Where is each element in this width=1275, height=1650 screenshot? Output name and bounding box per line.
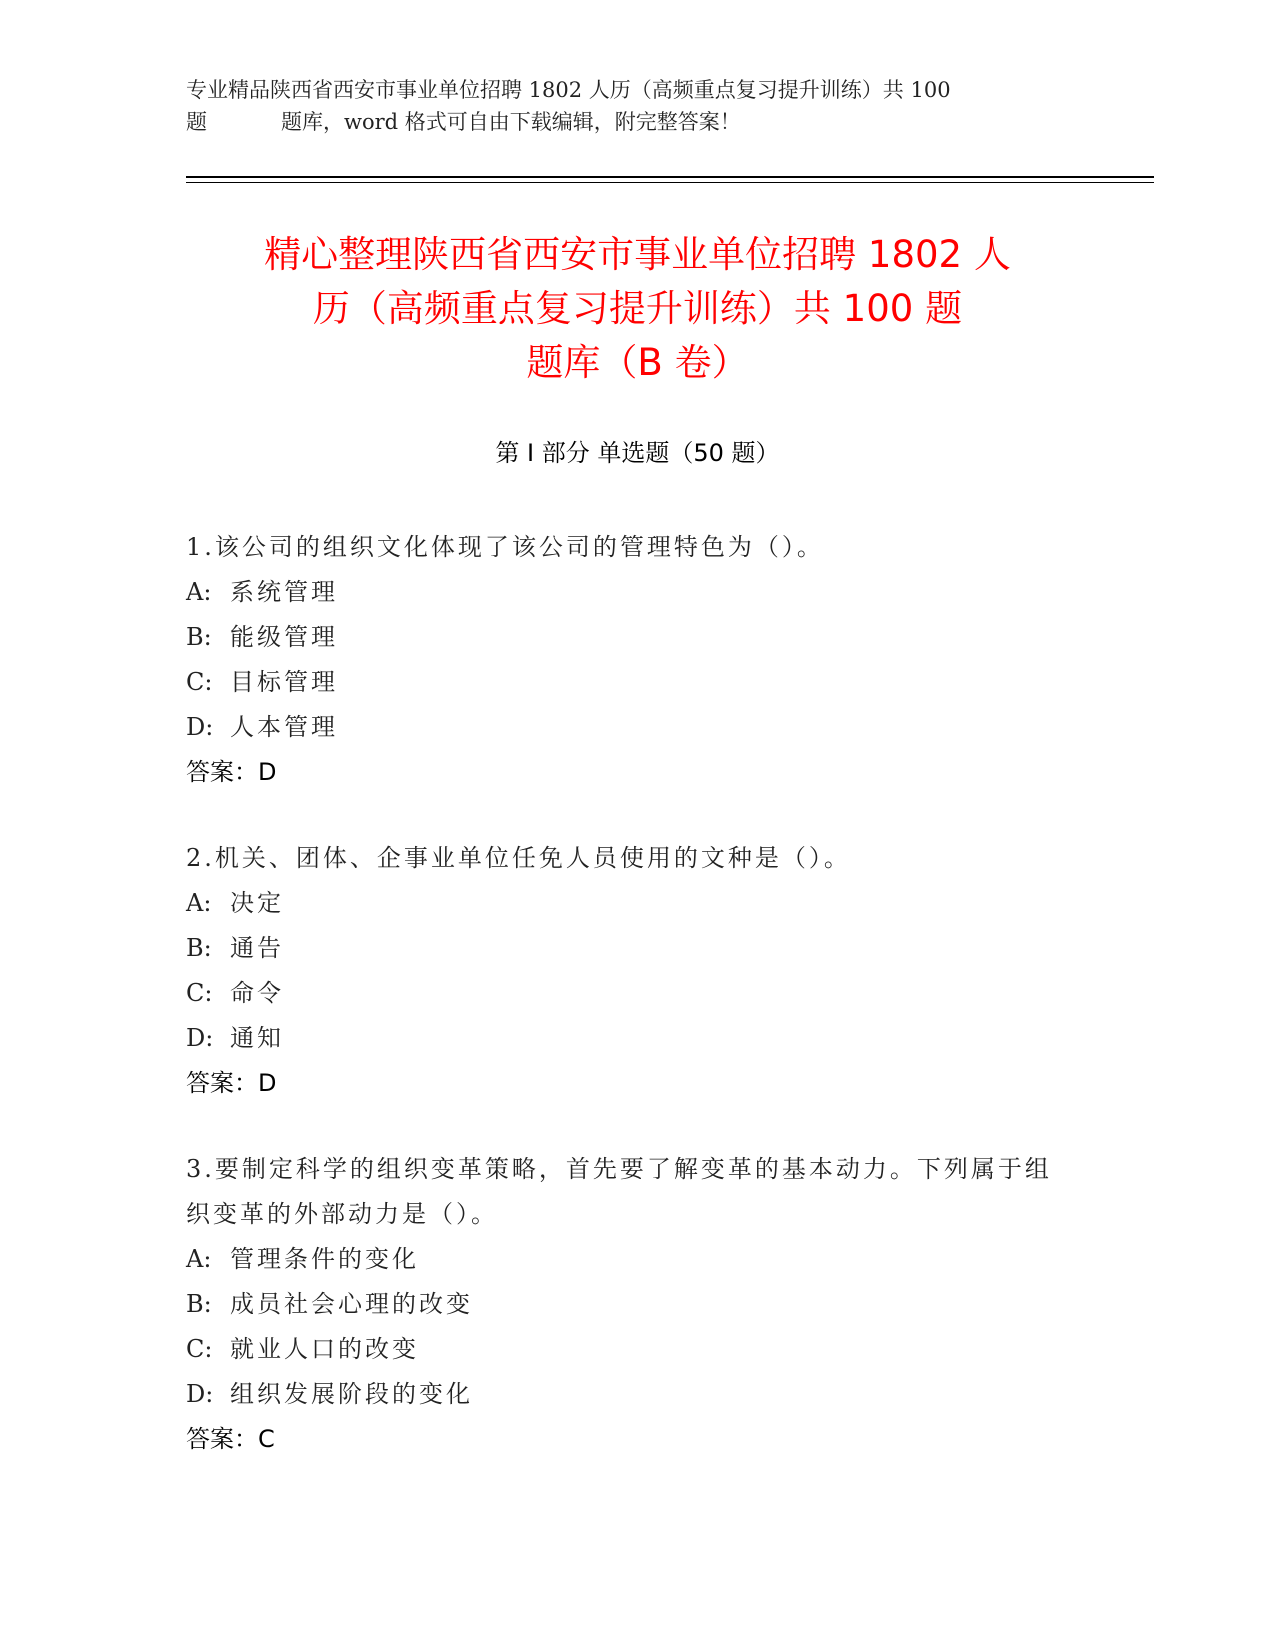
option-key: B:	[186, 623, 212, 651]
option-a	[186, 881, 1066, 926]
option-text: 成员社会心理的改变	[230, 1290, 473, 1318]
option-text: 目标管理	[230, 668, 338, 696]
option-key: A:	[186, 578, 212, 606]
option-d	[186, 705, 1066, 750]
option-key: D:	[186, 1024, 214, 1052]
option-key: C:	[186, 668, 213, 696]
option-text: 通告	[230, 934, 284, 962]
option-a	[186, 1237, 1066, 1282]
question-item	[186, 836, 1066, 1106]
title-line-3: 题库（B 卷）	[526, 341, 749, 384]
document-title	[140, 228, 1135, 390]
option-text: 组织发展阶段的变化	[230, 1380, 473, 1408]
option-key: C:	[186, 979, 213, 1007]
option-key: D:	[186, 1380, 214, 1408]
option-a	[186, 570, 1066, 615]
option-key: D:	[186, 713, 214, 741]
option-d	[186, 1372, 1066, 1417]
option-text: 命令	[230, 979, 284, 1007]
option-key: A:	[186, 1245, 212, 1273]
answer-line: 答案：C	[186, 1425, 275, 1453]
option-text: 能级管理	[230, 623, 338, 651]
option-text: 系统管理	[230, 578, 338, 606]
option-key: A:	[186, 889, 212, 917]
question-text: 3.要制定科学的组织变革策略，首先要了解变革的基本动力。下列属于组织变革的外部动力是（）。	[186, 1155, 1052, 1228]
section-title: 第 I 部分 单选题（50 题）	[495, 439, 780, 467]
question-item	[186, 525, 1066, 795]
question-list	[186, 525, 1066, 1503]
question-text: 2.机关、团体、企事业单位任免人员使用的文种是（）。	[186, 844, 851, 872]
title-line-2: 历（高频重点复习提升训练）共 100 题	[312, 287, 963, 330]
option-key: B:	[186, 1290, 212, 1318]
option-c	[186, 660, 1066, 705]
option-text: 通知	[230, 1024, 284, 1052]
answer-line: 答案：D	[186, 1069, 277, 1097]
option-c	[186, 971, 1066, 1016]
header-line-2-right: 题库，word 格式可自由下载编辑，附完整答案！	[281, 110, 741, 134]
option-b	[186, 615, 1066, 660]
page-header	[186, 74, 1076, 138]
option-b	[186, 926, 1066, 971]
option-c	[186, 1327, 1066, 1372]
option-b	[186, 1282, 1066, 1327]
question-item	[186, 1147, 1066, 1462]
header-divider-thin	[186, 182, 1154, 183]
header-line-2-left: 题	[186, 110, 207, 134]
title-line-1: 精心整理陕西省西安市事业单位招聘 1802 人	[264, 233, 1011, 276]
option-key: B:	[186, 934, 212, 962]
option-key: C:	[186, 1335, 213, 1363]
option-d	[186, 1016, 1066, 1061]
option-text: 就业人口的改变	[230, 1335, 419, 1363]
header-line-1: 专业精品陕西省西安市事业单位招聘 1802 人历（高频重点复习提升训练）共 100	[186, 78, 951, 102]
question-text: 1.该公司的组织文化体现了该公司的管理特色为（）。	[186, 533, 824, 561]
header-line-2	[186, 106, 1076, 138]
option-text: 决定	[230, 889, 284, 917]
option-text: 人本管理	[230, 713, 338, 741]
answer-line: 答案：D	[186, 758, 277, 786]
header-divider-thick	[186, 176, 1154, 178]
option-text: 管理条件的变化	[230, 1245, 419, 1273]
